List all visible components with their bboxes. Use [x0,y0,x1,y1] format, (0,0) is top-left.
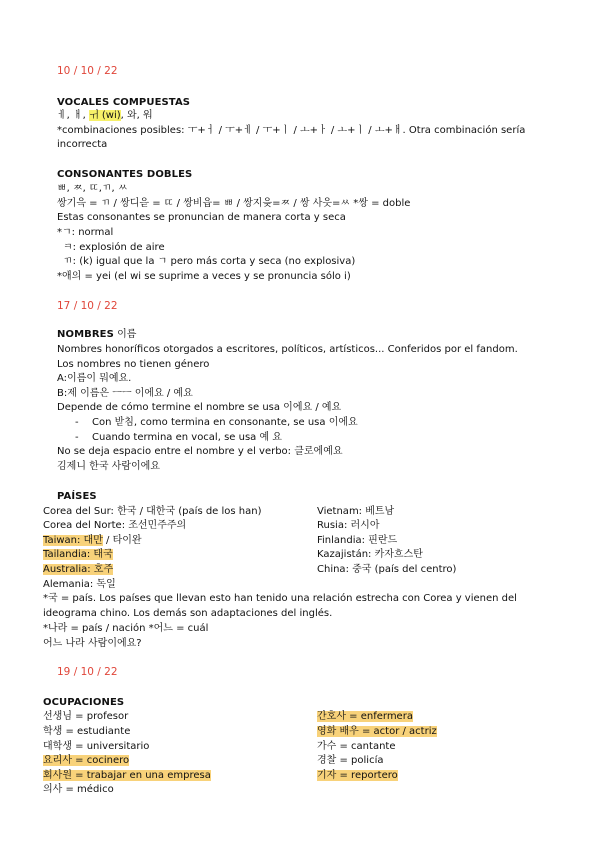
ocup-left-3 [43,754,129,767]
ocup-right-3: 경찰 = policía [317,755,384,766]
pais-left-3-highlight: Tailandia: 태국 [43,549,113,560]
ocup-left-0: 선생님 = profesor [43,711,129,722]
ocup-left-5: 의사 = médico [43,784,114,795]
consonantes-line-1: ㅃ, ㅉ, ㄸ,ㄲ, ㅆ [57,183,128,194]
nombres-line-5: Depende de cómo termine el nombre se usa 이에요 / 예요 [57,402,342,413]
pais-right-2: Finlandia: 핀란드 [317,535,398,546]
date-3: 19 / 10 / 22 [57,666,118,678]
nombres-bullet-1 [75,416,358,429]
vocales-l1-pre: ㅔ, ㅐ, [57,110,90,121]
pais-left-1: Corea del Norte: 조선민주주의 [43,520,187,531]
pais-left-3 [43,548,113,561]
vocales-line-1 [57,109,153,122]
ocup-right-4-highlight: 기자 = reportero [317,770,398,781]
nombres-bullet-1-text: Con 받침, como termina en consonante, se usa 이에요 [92,417,358,428]
nombres-bullet-2-text: Cuando termina en vocal, se usa 예 요 [92,432,282,443]
pais-left-0: Corea del Sur: 한국 / 대한국 (país de los han) [43,506,262,517]
ocup-left-3-highlight: 요리사 = cocinero [43,755,130,766]
ocup-right-4 [317,769,398,782]
pais-left-5: Alemania: 독일 [43,579,116,590]
consonantes-line-6: ㄲ: (k) igual que la ㄱ pero más corta y seca (no explosiva) [63,256,356,267]
heading-nombres [57,328,136,341]
pais-left-4 [43,563,113,576]
consonantes-line-7: *애의 = yei (el wi se suprime a veces y se pronuncia sólo i) [57,271,351,282]
vocales-line-3: incorrecta [57,139,108,150]
heading-ocupaciones: OCUPACIONES [43,697,125,708]
ocup-right-1 [317,725,437,738]
heading-consonantes: CONSONANTES DOBLES [57,169,193,180]
pais-right-1: Rusia: 러시아 [317,520,380,531]
date-1: 10 / 10 / 22 [57,65,118,77]
paises-note-3: *나라 = país / nación *어느 = cuál [43,623,209,634]
nombres-bullet-2 [75,431,282,444]
pais-right-0: Vietnam: 베트남 [317,506,395,517]
consonantes-line-2: 쌍기윽 = ㄲ / 쌍디읃 = ㄸ / 쌍비읍= ㅃ / 쌍지읒=ㅉ / 쌍 사읏=ㅆ *쌍 = doble [57,198,411,209]
nombres-heading-korean: 이름 [117,329,137,340]
paises-note-2: ideograma chino. Los demás son adaptaciones del inglés. [43,608,333,619]
ocup-left-2: 대학생 = universitario [43,741,150,752]
vocales-l1-post: , 와, 워 [120,110,153,121]
pais-left-4-highlight: Australia: 호주 [43,564,114,575]
ocup-left-4-highlight: 회사원 = trabajar en una empresa [43,770,211,781]
consonantes-line-3: Estas consonantes se pronuncian de manera corta y seca [57,212,346,223]
pais-left-2-post: / 타이완 [102,535,142,546]
pais-left-2-highlight: Taiwan: 대만 [43,535,103,546]
nombres-heading-text: NOMBRES [57,329,114,340]
ocup-right-1-highlight: 영화 배우 = actor / actriz [317,726,437,737]
vocales-line-2: *combinaciones posibles: ㅜ+ㅓ / ㅜ+ㅔ / ㅜ+ㅣ / ㅗ+ㅏ / ㅗ+ㅣ / ㅗ+ㅐ. Otra combinación sería [57,125,526,136]
date-2: 17 / 10 / 22 [57,300,118,312]
paises-note-4: 어느 나라 사람이에요? [43,638,142,649]
nombres-line-3: A:이름이 뭐예요. [57,373,132,384]
bullet-dash-icon: - [75,417,79,428]
ocup-right-0 [317,710,413,723]
ocup-right-2: 가수 = cantante [317,741,396,752]
pais-right-4: China: 중국 (país del centro) [317,564,457,575]
ocup-right-0-highlight: 간호사 = enfermera [317,711,413,722]
bullet-dash-icon: - [75,432,79,443]
heading-vocales: VOCALES COMPUESTAS [57,97,191,108]
nombres-line-4: B:제 이름은 ㅡㅡ 이에요 / 예요 [57,388,193,399]
nombres-line-2: Los nombres no tienen género [57,359,210,370]
ocup-left-1: 학생 = estudiante [43,726,131,737]
heading-paises: PAÍSES [57,491,97,502]
consonantes-line-4: *ㄱ: normal [57,227,114,238]
nombres-line-7: 김제니 한국 사람이에요 [57,461,160,472]
nombres-line-1: Nombres honoríficos otorgados a escritores, políticos, artísticos... Conferidos por el fandom. [57,344,518,355]
pais-left-2 [43,534,142,547]
vocales-l1-highlight: ㅟ (wi) [89,110,121,121]
ocup-left-4 [43,769,211,782]
paises-note-1: *국 = país. Los países que llevan esto han tenido una relación estrecha con Corea y vienen del [43,593,517,604]
consonantes-line-5: ㅋ: explosión de aire [63,242,165,253]
pais-right-3: Kazajistán: 카자흐스탄 [317,549,423,560]
nombres-line-6: No se deja espacio entre el nombre y el verbo: 클로에예요 [57,446,343,457]
